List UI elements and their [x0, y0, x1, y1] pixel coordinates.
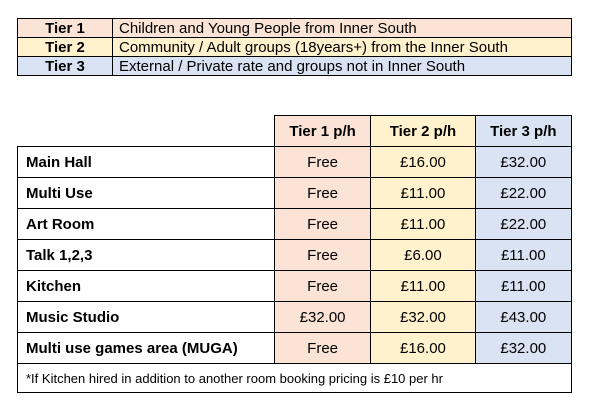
price-tier-1: Free — [274, 209, 370, 240]
price-tier-2: £11.00 — [371, 178, 475, 209]
room-name: Multi Use — [18, 178, 275, 209]
room-name: Music Studio — [18, 302, 275, 333]
price-tier-3: £32.00 — [475, 147, 571, 178]
price-tier-3: £22.00 — [475, 209, 571, 240]
price-tier-1: Free — [274, 178, 370, 209]
price-tier-3: £32.00 — [475, 333, 571, 364]
legend-row-tier-3 — [18, 57, 572, 76]
price-tier-3: £11.00 — [475, 271, 571, 302]
legend-tier-name: Tier 3 — [18, 57, 113, 76]
header-tier-2: Tier 2 p/h — [371, 116, 475, 147]
table-row — [18, 333, 572, 364]
table-row — [18, 209, 572, 240]
table-row — [18, 271, 572, 302]
legend-tier-description: Community / Adult groups (18years+) from the Inner South — [113, 38, 572, 57]
price-tier-1: Free — [274, 240, 370, 271]
price-tier-2: £6.00 — [371, 240, 475, 271]
table-row — [18, 147, 572, 178]
legend-tier-name: Tier 1 — [18, 19, 113, 38]
legend-tier-description: External / Private rate and groups not in Inner South — [113, 57, 572, 76]
table-row — [18, 240, 572, 271]
price-tier-1: Free — [274, 271, 370, 302]
legend-row-tier-1 — [18, 19, 572, 38]
price-tier-2: £16.00 — [371, 333, 475, 364]
price-tier-3: £22.00 — [475, 178, 571, 209]
pricing-header-row — [18, 116, 572, 147]
table-row — [18, 178, 572, 209]
price-tier-1: Free — [274, 147, 370, 178]
room-name: Kitchen — [18, 271, 275, 302]
table-row — [18, 302, 572, 333]
price-tier-1: £32.00 — [274, 302, 370, 333]
price-tier-2: £32.00 — [371, 302, 475, 333]
legend-tier-description: Children and Young People from Inner South — [113, 19, 572, 38]
room-pricing-table — [17, 115, 572, 393]
price-tier-2: £11.00 — [371, 271, 475, 302]
price-tier-1: Free — [274, 333, 370, 364]
header-tier-3: Tier 3 p/h — [475, 116, 571, 147]
room-name: Multi use games area (MUGA) — [18, 333, 275, 364]
price-tier-2: £11.00 — [371, 209, 475, 240]
header-tier-1: Tier 1 p/h — [274, 116, 370, 147]
kitchen-pricing-note: *If Kitchen hired in addition to another room booking pricing is £10 per hr — [18, 364, 572, 393]
legend-tier-name: Tier 2 — [18, 38, 113, 57]
room-name: Talk 1,2,3 — [18, 240, 275, 271]
room-name: Art Room — [18, 209, 275, 240]
tier-legend-table — [17, 18, 572, 76]
price-tier-3: £43.00 — [475, 302, 571, 333]
note-row — [18, 364, 572, 393]
legend-row-tier-2 — [18, 38, 572, 57]
room-name: Main Hall — [18, 147, 275, 178]
price-tier-2: £16.00 — [371, 147, 475, 178]
price-tier-3: £11.00 — [475, 240, 571, 271]
header-blank-cell — [18, 116, 275, 147]
